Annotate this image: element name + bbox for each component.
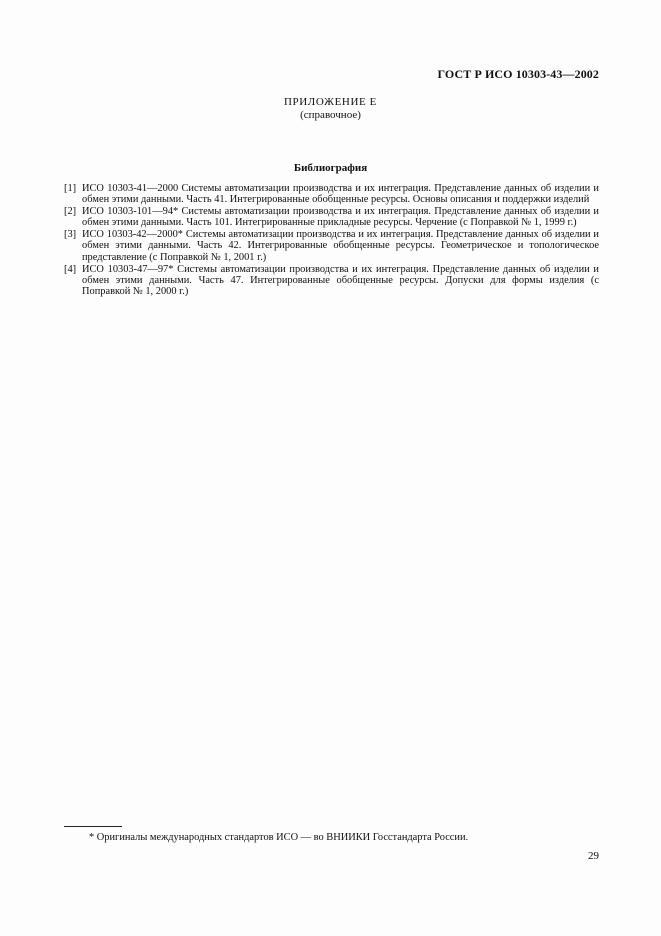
- bibliography-item-number: [2]: [64, 206, 77, 218]
- bibliography-list: [64, 183, 599, 298]
- bibliography-item-text: ИСО 10303-47—97* Системы автоматизации производства и их интеграция. Представление данных об изделии и обмен этими данными. Часть 47. Интегрированные обобщенные ресурсы. Допуски для формы изделия (с Поправкой № 1, 2000 г.): [82, 263, 599, 298]
- bibliography-item: [64, 229, 599, 263]
- appendix-block: [0, 96, 661, 122]
- footnote-text: * Оригиналы международных стандартов ИСО — во ВНИИКИ Госстандарта России.: [89, 832, 469, 843]
- bibliography-item: [64, 206, 599, 229]
- bibliography-item-number: [1]: [64, 183, 77, 194]
- footnote-divider: [64, 826, 122, 827]
- bibliography-heading: Библиография: [293, 162, 368, 174]
- appendix-subtitle: (справочное): [300, 109, 361, 121]
- appendix-title: ПРИЛОЖЕНИЕ Е: [284, 96, 377, 108]
- bibliography-item-text: ИСО 10303-41—2000 Системы автоматизации производства и их интеграция. Представление данных об изделии и обмен этими данными. Часть 41. Интегрированные обобщенные ресурсы. Основы описания и поддержки изделий: [82, 183, 599, 206]
- document-code-header: ГОСТ Р ИСО 10303-43—2002: [437, 67, 599, 81]
- bibliography-item: [64, 183, 599, 206]
- bibliography-item-number: [4]: [64, 263, 77, 275]
- page-number: 29: [588, 850, 599, 862]
- bibliography-item-text: ИСО 10303-42—2000* Системы автоматизации производства и их интеграция. Представление данных об изделии и обмен этими данными. Часть 42. Интегрированные обобщенные ресурсы. Геометрическое и топологическое представление (с Поправкой № 1, 2001 г.): [82, 229, 599, 263]
- bibliography-item-text: ИСО 10303-101—94* Системы автоматизации производства и их интеграция. Представление данных об изделии и обмен этими данными. Часть 101. Интегрированные прикладные ресурсы. Черчение (с Поправкой № 1, 1999 г.): [82, 206, 599, 229]
- bibliography-item: [64, 264, 599, 298]
- bibliography-item-number: [3]: [64, 229, 77, 241]
